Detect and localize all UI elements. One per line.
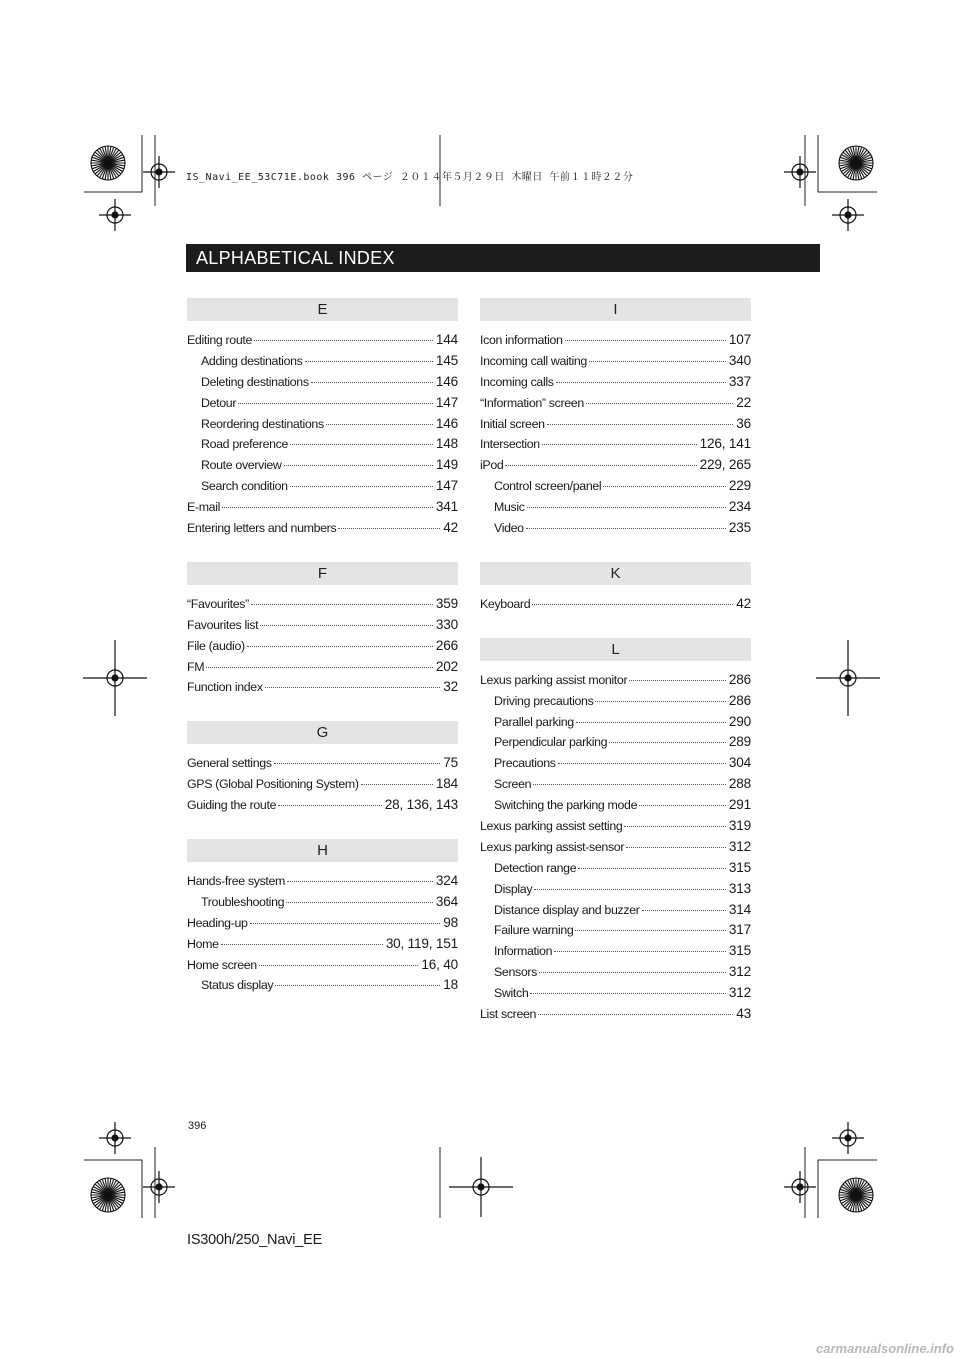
- dot-leader: [609, 742, 726, 743]
- index-subentry: [187, 455, 458, 476]
- index-section-g: [187, 721, 458, 816]
- dot-leader: [626, 847, 726, 848]
- dot-leader: [221, 944, 383, 945]
- entry-page-ref: 330: [435, 616, 458, 632]
- entry-term: File (audio): [187, 638, 245, 653]
- entry-page-ref: 315: [728, 859, 751, 875]
- entry-page-ref: 30, 119, 151: [385, 935, 458, 951]
- dot-leader: [576, 722, 726, 723]
- entry-term: Route overview: [201, 458, 282, 473]
- dot-leader: [642, 910, 726, 911]
- entry-term: Lexus parking assist-sensor: [480, 839, 625, 854]
- index-section-h: [187, 839, 458, 996]
- entry-term: Home: [187, 936, 219, 951]
- entry-term: Parallel parking: [494, 714, 574, 729]
- entry-page-ref: 98: [443, 914, 458, 930]
- dot-leader: [639, 805, 726, 806]
- entry-term: Icon information: [480, 333, 563, 347]
- section-letter-header: H: [187, 839, 458, 862]
- dot-leader: [629, 680, 726, 681]
- index-entry: [187, 871, 458, 892]
- section-banner: [186, 244, 820, 272]
- dot-leader: [532, 604, 733, 605]
- banner-title: ALPHABETICAL INDEX: [196, 248, 395, 268]
- dot-leader: [542, 444, 697, 445]
- index-entry: [480, 455, 751, 476]
- dot-leader: [547, 424, 734, 425]
- index-subentry: [480, 476, 751, 497]
- index-entry: [187, 913, 458, 934]
- index-entry: [480, 393, 751, 414]
- entry-page-ref: 286: [728, 671, 751, 687]
- entry-term: Detour: [201, 395, 237, 410]
- entry-page-ref: 148: [435, 436, 458, 452]
- entry-term: Distance display and buzzer: [494, 902, 640, 917]
- entry-term: Sensors: [494, 965, 538, 980]
- index-entry: [187, 594, 458, 615]
- dot-leader: [238, 403, 433, 404]
- entry-term: Video: [494, 521, 524, 536]
- section-letter-header: I: [480, 298, 751, 321]
- entry-term: Intersection: [480, 437, 540, 452]
- dot-leader: [578, 868, 726, 869]
- entry-term: iPod: [480, 458, 504, 473]
- entry-page-ref: 312: [728, 985, 751, 1001]
- entry-page-ref: 42: [736, 595, 751, 611]
- dot-leader: [287, 881, 433, 882]
- entry-page-ref: 22: [736, 394, 751, 410]
- entry-page-ref: 229, 265: [699, 457, 751, 473]
- entry-term: Keyboard: [480, 596, 531, 611]
- index-subentry: [480, 879, 751, 900]
- entry-page-ref: 291: [728, 797, 751, 813]
- entry-term: Music: [494, 500, 525, 515]
- dot-leader: [527, 507, 726, 508]
- entry-term: Reordering destinations: [201, 416, 324, 431]
- entry-term: Guiding the route: [187, 798, 277, 813]
- index-section-e: [187, 298, 458, 539]
- entry-page-ref: 229: [728, 478, 751, 494]
- entry-page-ref: 314: [728, 901, 751, 917]
- entry-term: “Favourites”: [187, 596, 249, 611]
- entry-term: E-mail: [187, 500, 221, 515]
- index-section-f: [187, 562, 458, 698]
- entry-page-ref: 75: [443, 755, 458, 771]
- dot-leader: [624, 826, 725, 827]
- index-subentry: [480, 795, 751, 816]
- entry-term: Road preference: [201, 437, 289, 452]
- entry-page-ref: 202: [435, 658, 458, 674]
- entry-term: Hands-free system: [187, 874, 286, 889]
- entry-term: Screen: [494, 777, 532, 792]
- entry-term: Perpendicular parking: [494, 735, 608, 750]
- entry-term: Editing route: [187, 333, 253, 347]
- section-letter-header: L: [480, 638, 751, 661]
- index-subentry: [480, 941, 751, 962]
- index-section-k: [480, 562, 751, 615]
- index-subentry: [187, 892, 458, 913]
- entry-page-ref: 147: [435, 394, 458, 410]
- index-entry: [480, 837, 751, 858]
- dot-leader: [526, 528, 726, 529]
- index-section-i: [480, 298, 751, 539]
- dot-leader: [565, 340, 726, 341]
- entry-term: Display: [494, 881, 533, 896]
- index-subentry: [480, 497, 751, 518]
- entry-page-ref: 337: [728, 373, 751, 389]
- entry-term: Lexus parking assist monitor: [480, 672, 628, 687]
- index-entry: [187, 934, 458, 955]
- entry-page-ref: 319: [728, 818, 751, 834]
- index-left-column: [187, 298, 458, 1019]
- index-entry: [187, 330, 458, 351]
- entry-page-ref: 288: [728, 776, 751, 792]
- index-entry: [187, 657, 458, 678]
- entry-term: Precautions: [494, 756, 556, 771]
- dot-leader: [361, 784, 433, 785]
- entry-page-ref: 315: [728, 943, 751, 959]
- entry-term: Switch: [494, 986, 529, 1001]
- section-letter-header: K: [480, 562, 751, 585]
- index-entry: [480, 351, 751, 372]
- entry-term: Failure warning: [494, 923, 574, 938]
- entry-term: Switching the parking mode: [494, 798, 638, 813]
- entry-page-ref: 42: [443, 520, 458, 536]
- dot-leader: [589, 361, 726, 362]
- index-entry: [187, 677, 458, 698]
- index-entry: [187, 636, 458, 657]
- entry-page-ref: 147: [435, 478, 458, 494]
- entry-page-ref: 289: [728, 734, 751, 750]
- entry-term: Home screen: [187, 957, 257, 972]
- dot-leader: [530, 993, 726, 994]
- index-entry: [187, 955, 458, 976]
- dot-leader: [305, 361, 433, 362]
- dot-leader: [326, 424, 433, 425]
- index-entry: [187, 615, 458, 636]
- dot-leader: [534, 889, 726, 890]
- index-subentry: [187, 372, 458, 393]
- entry-page-ref: 149: [435, 457, 458, 473]
- dot-leader: [586, 403, 733, 404]
- entry-term: Heading-up: [187, 915, 248, 930]
- dot-leader: [505, 465, 696, 466]
- index-entry: [480, 414, 751, 435]
- dot-leader: [311, 382, 433, 383]
- dot-leader: [275, 985, 440, 986]
- index-entry: [187, 795, 458, 816]
- entry-page-ref: 32: [443, 679, 458, 695]
- index-subentry: [480, 900, 751, 921]
- entry-page-ref: 313: [728, 880, 751, 896]
- index-entry: [480, 670, 751, 691]
- index-subentry: [187, 414, 458, 435]
- dot-leader: [284, 465, 433, 466]
- section-letter-header: F: [187, 562, 458, 585]
- entry-page-ref: 286: [728, 692, 751, 708]
- entry-page-ref: 235: [728, 520, 751, 536]
- entry-page-ref: 312: [728, 838, 751, 854]
- dot-leader: [538, 1014, 733, 1015]
- index-entry-list: [187, 594, 458, 698]
- entry-page-ref: 28, 136, 143: [384, 797, 458, 813]
- entry-page-ref: 340: [728, 352, 751, 368]
- index-subentry: [187, 393, 458, 414]
- entry-page-ref: 18: [443, 977, 458, 993]
- dot-leader: [260, 625, 433, 626]
- index-subentry: [480, 732, 751, 753]
- page-number: 396: [188, 1120, 207, 1132]
- entry-page-ref: 184: [435, 776, 458, 792]
- index-entry: [187, 774, 458, 795]
- entry-term: General settings: [187, 756, 272, 771]
- index-subentry: [480, 691, 751, 712]
- dot-leader: [603, 486, 726, 487]
- entry-page-ref: 266: [435, 637, 458, 653]
- dot-leader: [247, 646, 433, 647]
- footer-model: IS300h/250_Navi_EE: [187, 1232, 323, 1248]
- entry-page-ref: 144: [435, 332, 458, 347]
- entry-page-ref: 324: [435, 873, 458, 889]
- index-section-l: [480, 638, 751, 1025]
- dot-leader: [595, 701, 725, 702]
- dot-leader: [556, 382, 726, 383]
- entry-term: Detection range: [494, 860, 577, 875]
- entry-page-ref: 36: [736, 415, 751, 431]
- entry-term: Incoming calls: [480, 374, 554, 389]
- entry-term: List screen: [480, 1007, 537, 1022]
- index-entry: [480, 594, 751, 615]
- entry-term: FM: [187, 659, 205, 674]
- index-subentry: [480, 774, 751, 795]
- index-entry: [187, 753, 458, 774]
- index-subentry: [480, 518, 751, 539]
- entry-term: Initial screen: [480, 416, 545, 431]
- dot-leader: [286, 902, 433, 903]
- index-entry-list: [187, 753, 458, 816]
- watermark: carmanualsonline.info: [816, 1341, 954, 1356]
- index-subentry: [187, 476, 458, 497]
- index-subentry: [480, 858, 751, 879]
- index-entry-list: [480, 330, 751, 539]
- entry-term: Favourites list: [187, 617, 259, 632]
- index-entry-list: [480, 670, 751, 1025]
- entry-term: Lexus parking assist setting: [480, 819, 623, 834]
- entry-page-ref: 312: [728, 964, 751, 980]
- index-subentry: [480, 712, 751, 733]
- entry-page-ref: 317: [728, 922, 751, 938]
- section-letter-header: E: [187, 298, 458, 321]
- dot-leader: [265, 687, 441, 688]
- index-entry: [187, 497, 458, 518]
- entry-page-ref: 341: [435, 499, 458, 515]
- dot-leader: [554, 951, 726, 952]
- entry-term: Entering letters and numbers: [187, 521, 337, 536]
- index-entry: [480, 1004, 751, 1025]
- dot-leader: [290, 444, 433, 445]
- dot-leader: [254, 340, 433, 341]
- index-subentry: [480, 962, 751, 983]
- index-entry: [187, 518, 458, 539]
- entry-term: Function index: [187, 680, 263, 695]
- entry-page-ref: 43: [736, 1006, 751, 1022]
- entry-page-ref: 146: [435, 415, 458, 431]
- dot-leader: [533, 784, 726, 785]
- dot-leader: [558, 763, 726, 764]
- entry-page-ref: 126, 141: [699, 436, 751, 452]
- entry-page-ref: 16, 40: [421, 956, 458, 972]
- dot-leader: [539, 972, 726, 973]
- entry-term: “Information” screen: [480, 395, 584, 410]
- index-entry: [480, 434, 751, 455]
- entry-term: Control screen/panel: [494, 479, 602, 494]
- entry-page-ref: 364: [435, 893, 458, 909]
- dot-leader: [250, 923, 441, 924]
- index-entry: [480, 372, 751, 393]
- entry-term: Incoming call waiting: [480, 353, 587, 368]
- entry-page-ref: 145: [435, 352, 458, 368]
- dot-leader: [290, 486, 433, 487]
- dot-leader: [259, 965, 419, 966]
- index-entry-list: [187, 871, 458, 996]
- index-subentry: [187, 434, 458, 455]
- index-entry-list: [480, 594, 751, 615]
- index-entry: [480, 816, 751, 837]
- entry-page-ref: 234: [728, 499, 751, 515]
- index-entry-list: [187, 330, 458, 539]
- dot-leader: [222, 507, 433, 508]
- section-letter-header: G: [187, 721, 458, 744]
- index-subentry: [187, 975, 458, 996]
- entry-page-ref: 290: [728, 713, 751, 729]
- index-subentry: [480, 753, 751, 774]
- entry-term: Search condition: [201, 479, 288, 494]
- dot-leader: [338, 528, 440, 529]
- dot-leader: [251, 604, 433, 605]
- print-metadata-line: IS_Navi_EE_53C71E.book 396 ページ ２０１４年５月２９日 木曜日 午前１１時２２分: [186, 172, 634, 183]
- entry-page-ref: 146: [435, 373, 458, 389]
- index-right-column: [480, 298, 751, 1048]
- index-subentry: [187, 351, 458, 372]
- dot-leader: [206, 667, 433, 668]
- entry-term: Information: [494, 944, 553, 959]
- entry-page-ref: 304: [728, 755, 751, 771]
- dot-leader: [274, 763, 441, 764]
- entry-term: Adding destinations: [201, 353, 303, 368]
- entry-page-ref: 359: [435, 595, 458, 611]
- entry-term: Deleting destinations: [201, 374, 309, 389]
- index-subentry: [480, 983, 751, 1004]
- index-entry: [480, 330, 751, 351]
- dot-leader: [278, 805, 382, 806]
- index-subentry: [480, 920, 751, 941]
- entry-term: Status display: [201, 978, 274, 993]
- dot-leader: [575, 930, 725, 931]
- entry-term: Troubleshooting: [201, 894, 285, 909]
- entry-term: Driving precautions: [494, 693, 594, 708]
- entry-term: GPS (Global Positioning System): [187, 777, 359, 792]
- entry-page-ref: 107: [728, 332, 751, 347]
